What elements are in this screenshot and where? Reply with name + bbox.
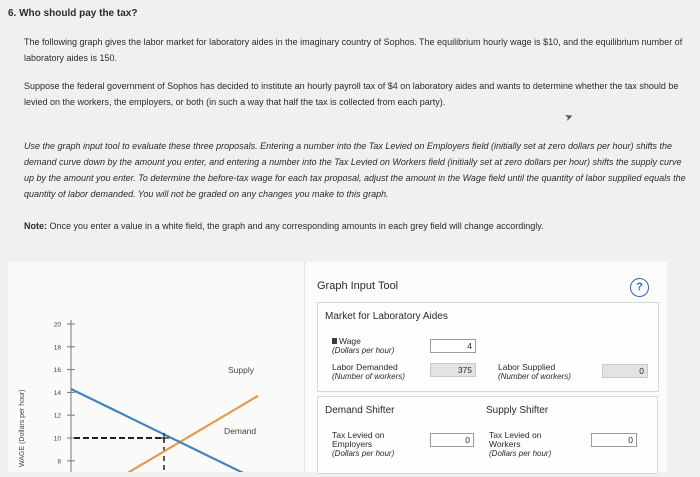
tool-title: Graph Input Tool — [317, 280, 399, 292]
wage-label-group — [332, 337, 394, 355]
demand-shifter-box — [317, 396, 481, 474]
question-title: 6. Who should pay the tax? — [8, 8, 138, 19]
worker-tax-label-1: Tax Levied on — [489, 430, 542, 440]
paragraph-note — [24, 218, 690, 234]
demanded-label: Labor Demanded — [332, 362, 398, 372]
demanded-label-group — [332, 363, 405, 381]
supply-shifter-box — [479, 396, 658, 474]
graph-panel — [8, 262, 304, 472]
supply-shifter-title: Supply Shifter — [486, 405, 549, 416]
supplied-label: Labor Supplied — [498, 362, 556, 372]
help-icon[interactable]: ? — [630, 278, 649, 297]
wage-sub: (Dollars per hour) — [332, 346, 395, 355]
graph-input-tool — [304, 262, 667, 472]
y-axis-label: WAGE (Dollars per hour) — [19, 389, 26, 467]
market-box — [317, 302, 659, 392]
paragraph-proposal: Suppose the federal government of Sophos has decided to institute an hourly payroll tax of $4 on laboratory aides and wants to determine whether the tax should be levied on the workers, the employers, or both (in such a way that half the tax is collected from each party). — [24, 81, 679, 107]
y-tick-label: 16 — [53, 367, 61, 375]
note-label: Note: — [24, 221, 47, 231]
employer-tax-label-1: Tax Levied on — [332, 430, 385, 440]
equilibrium-point[interactable] — [159, 433, 169, 443]
worker-tax-label-2: Workers — [489, 439, 521, 449]
note-text: Once you enter a value in a white field, the graph and any corresponding amounts in each grey field will change accordingly. — [47, 221, 544, 231]
y-tick-label: 14 — [53, 389, 61, 397]
y-tick-label: 18 — [53, 344, 61, 352]
employer-tax-label-group — [332, 431, 394, 458]
employer-tax-sub: (Dollars per hour) — [332, 449, 395, 458]
cursor-icon: ➤ — [563, 110, 576, 125]
tax-on-employers-input[interactable]: 0 — [430, 433, 474, 447]
y-tick-label: 12 — [53, 412, 61, 420]
wage-label: Wage — [339, 336, 361, 346]
y-tick-label: 10 — [53, 435, 61, 443]
wage-input[interactable]: 4 — [430, 339, 476, 353]
supply-label: Supply — [228, 365, 254, 375]
tax-on-workers-input[interactable]: 0 — [591, 433, 637, 447]
supplied-label-group — [498, 363, 571, 381]
paragraph-intro: The following graph gives the labor market for laboratory aides in the imaginary country of Sophos. The equilibrium hourly wage is $10, and the equilibrium number of laboratory aides is 150. — [24, 37, 683, 63]
y-tick-label: 20 — [53, 321, 61, 329]
labor-market-chart[interactable] — [8, 262, 304, 472]
supplied-sub: (Number of workers) — [498, 372, 571, 381]
demand-shifter-title: Demand Shifter — [325, 405, 395, 416]
labor-demanded-field: 375 — [430, 363, 476, 377]
demand-label: Demand — [224, 426, 257, 436]
employer-tax-label-2: Employers — [332, 439, 373, 449]
market-title: Market for Laboratory Aides — [325, 311, 448, 322]
worker-tax-sub: (Dollars per hour) — [489, 449, 552, 458]
paragraph-instructions: Use the graph input tool to evaluate these three proposals. Entering a number into the Tax Levied on Employers field (initially set at zero dollars per hour) shifts the demand curve down by the amount you enter, and entering a number into the Tax Levied on Workers field (initially set at zero dollars per hour) shifts the supply curve up by the amount you enter. To determine the before-tax wage for each tax proposal, adjust the amount in the Wage field until the quantity of labor supplied equals the quantity of labor demanded. You will not be graded on any changes you make to this graph. — [24, 141, 686, 199]
labor-supplied-field: 0 — [602, 364, 648, 378]
demanded-sub: (Number of workers) — [332, 372, 405, 381]
y-tick-label: 8 — [57, 458, 61, 466]
worker-tax-label-group — [489, 431, 551, 458]
wage-marker-icon — [332, 338, 337, 344]
